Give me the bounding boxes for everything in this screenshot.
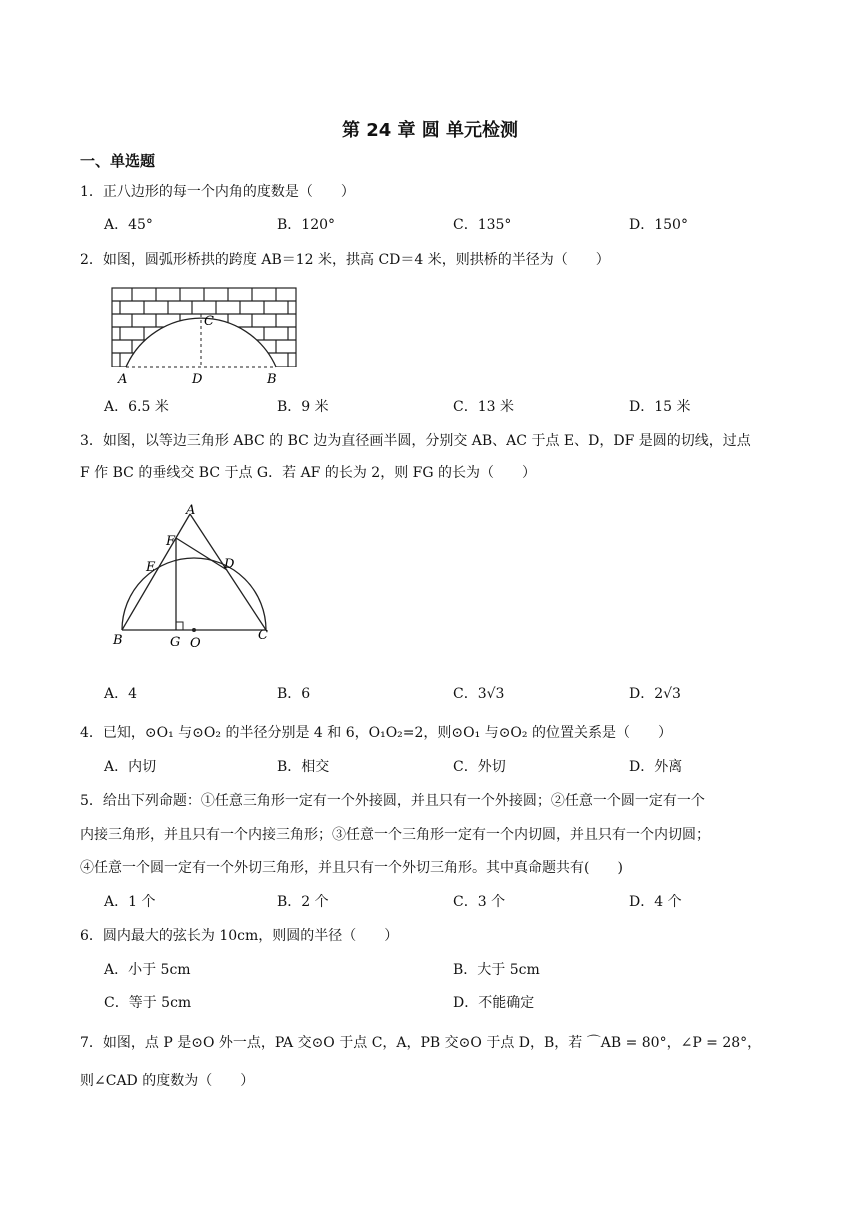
q1-option-b[interactable]: B．120° [277, 217, 336, 233]
q3-option-d[interactable]: D．2√3 [629, 686, 681, 702]
label-e: E [146, 560, 156, 575]
q6-option-d[interactable]: D．不能确定 [453, 995, 535, 1011]
label-b: B [113, 633, 123, 648]
q1-option-a[interactable]: A．45° [104, 217, 153, 233]
question-7-text-line-1: 7．如图，点 P 是⊙O 外一点，PA 交⊙O 于点 C，A，PB 交⊙O 于点 D，B，若 ⌒AB = 80°，∠P = 28°， [80, 1035, 762, 1051]
q5-option-b[interactable]: B．2 个 [277, 894, 329, 910]
page-title: 第 24 章 圆 单元检测 [341, 120, 519, 141]
section-heading: 一、单选题 [80, 152, 156, 170]
label-f: F [166, 534, 176, 549]
q5-option-a[interactable]: A．1 个 [104, 894, 156, 910]
question-6-text: 6．圆内最大的弦长为 10cm，则圆的半径（ ） [80, 928, 399, 944]
q6-option-a[interactable]: A．小于 5cm [104, 962, 191, 978]
label-d: D [224, 557, 235, 572]
question-2-text: 2．如图，圆弧形桥拱的跨度 AB＝12 米，拱高 CD＝4 米，则拱桥的半径为（ ） [80, 252, 610, 268]
bridge-arch-figure [104, 282, 304, 390]
label-c: C [204, 314, 214, 329]
question-5-text-line-2: 内接三角形，并且只有一个内接三角形；③任意一个三角形一定有一个内切圆，并且只有一个内切圆； [80, 827, 710, 843]
question-5-text-line-1: 5．给出下列命题：①任意三角形一定有一个外接圆，并且只有一个外接圆；②任意一个圆一定有一个 [80, 793, 705, 809]
q4-option-b[interactable]: B．相交 [277, 759, 330, 775]
question-5-text-line-3: ④任意一个圆一定有一个外切三角形，并且只有一个外切三角形。其中真命题共有( ) [80, 860, 623, 876]
q2-option-b[interactable]: B．9 米 [277, 399, 329, 415]
q2-option-d[interactable]: D．15 米 [629, 399, 691, 415]
label-b: B [267, 372, 277, 387]
q6-option-c[interactable]: C．等于 5cm [104, 995, 192, 1011]
label-c: C [258, 628, 268, 643]
q4-option-c[interactable]: C．外切 [453, 759, 506, 775]
label-a: A [118, 372, 128, 387]
q4-option-a[interactable]: A．内切 [104, 759, 157, 775]
label-g: G [170, 635, 181, 650]
q5-option-d[interactable]: D．4 个 [629, 894, 682, 910]
q1-option-c[interactable]: C．135° [453, 217, 512, 233]
q3-option-a[interactable]: A．4 [104, 686, 138, 702]
q2-option-a[interactable]: A．6.5 米 [104, 399, 169, 415]
q4-option-d[interactable]: D．外离 [629, 759, 683, 775]
label-o: O [190, 636, 201, 651]
q6-option-b[interactable]: B．大于 5cm [453, 962, 540, 978]
q3-option-c[interactable]: C．3√3 [453, 686, 505, 702]
question-3-text-line-1: 3．如图，以等边三角形 ABC 的 BC 边为直径画半圆，分别交 AB、AC 于点 E、D，DF 是圆的切线，过点 [80, 433, 751, 449]
question-4-text: 4．已知，⊙O₁ 与⊙O₂ 的半径分别是 4 和 6，O₁O₂=2，则⊙O₁ 与⊙O₂ 的位置关系是（ ） [80, 725, 672, 741]
label-d: D [192, 372, 203, 387]
q1-option-d[interactable]: D．150° [629, 217, 688, 233]
question-1-text: 1．正八边形的每一个内角的度数是（ ） [80, 184, 355, 200]
triangle-semicircle-figure [110, 498, 280, 654]
question-3-text-line-2: F 作 BC 的垂线交 BC 于点 G．若 AF 的长为 2，则 FG 的长为（ ） [80, 465, 536, 481]
q3-option-b[interactable]: B．6 [277, 686, 311, 702]
question-7-text-line-2: 则∠CAD 的度数为（ ） [80, 1073, 255, 1089]
q2-option-c[interactable]: C．13 米 [453, 399, 514, 415]
label-a: A [186, 503, 196, 518]
q5-option-c[interactable]: C．3 个 [453, 894, 506, 910]
